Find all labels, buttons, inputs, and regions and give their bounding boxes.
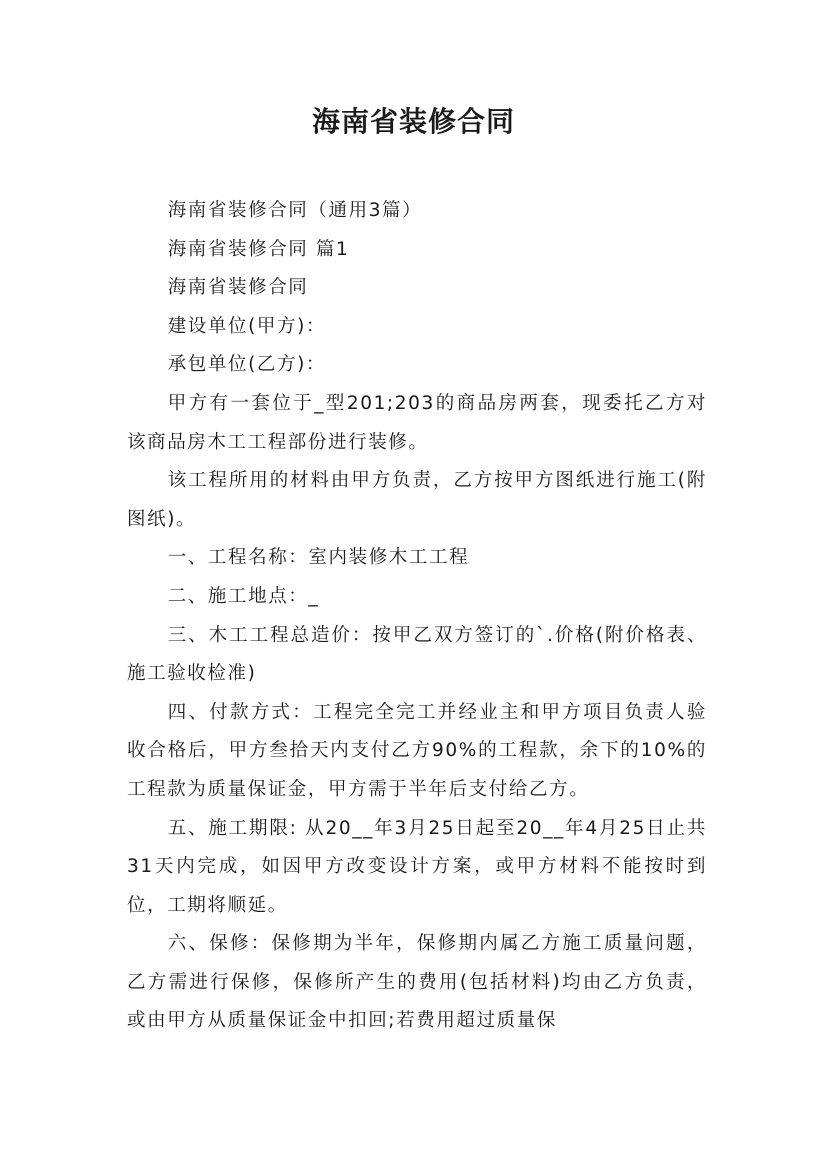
clause-location: 二、施工地点：_ (167, 585, 320, 607)
paragraph-party-b: 承包单位(乙方)： (167, 354, 327, 376)
paragraph-part-heading: 海南省装修合同 篇1 (167, 238, 350, 260)
clause-project-name: 一、工程名称：室内装修木工工程 (167, 547, 470, 569)
paragraph-party-a: 建设单位(甲方)： (167, 315, 327, 337)
paragraph-subtitle: 海南省装修合同（通用3篇） (167, 200, 423, 221)
paragraph-property: 甲方有一套位于_型201;203的商品房两套，现委托乙方对该商品房木工工程部份进行装修。 (127, 392, 707, 453)
clause-total-cost: 三、木工工程总造价：按甲乙双方签订的`.价格(附价格表、施工验收检准) (127, 624, 707, 685)
paragraph-materials: 该工程所用的材料由甲方负责，乙方按甲方图纸进行施工(附图纸)。 (127, 470, 707, 530)
paragraph-contract-name: 海南省装修合同 (167, 277, 309, 299)
document-title: 海南省装修合同 (311, 105, 515, 138)
clause-warranty: 六、保修：保修期为半年，保修期内属乙方施工质量问题，乙方需进行保修，保修所产生的费用(包括材料)均由乙方负责，或由甲方从质量保证金中扣回;若费用超过质量保 (127, 933, 707, 1032)
clause-payment: 四、付款方式：工程完全完工并经业主和甲方项目负责人验收合格后，甲方叁拾天内支付乙方90%的工程款，余下的10%的工程款为质量保证金，甲方需于半年后支付给乙方。 (127, 701, 707, 800)
document-body (127, 192, 707, 1041)
clause-schedule: 五、施工期限: 从20__年3月25日起至20__年4月25日止共31天内完成，如因甲方改变设计方案，或甲方材料不能按时到位，工期将顺延。 (127, 817, 707, 916)
